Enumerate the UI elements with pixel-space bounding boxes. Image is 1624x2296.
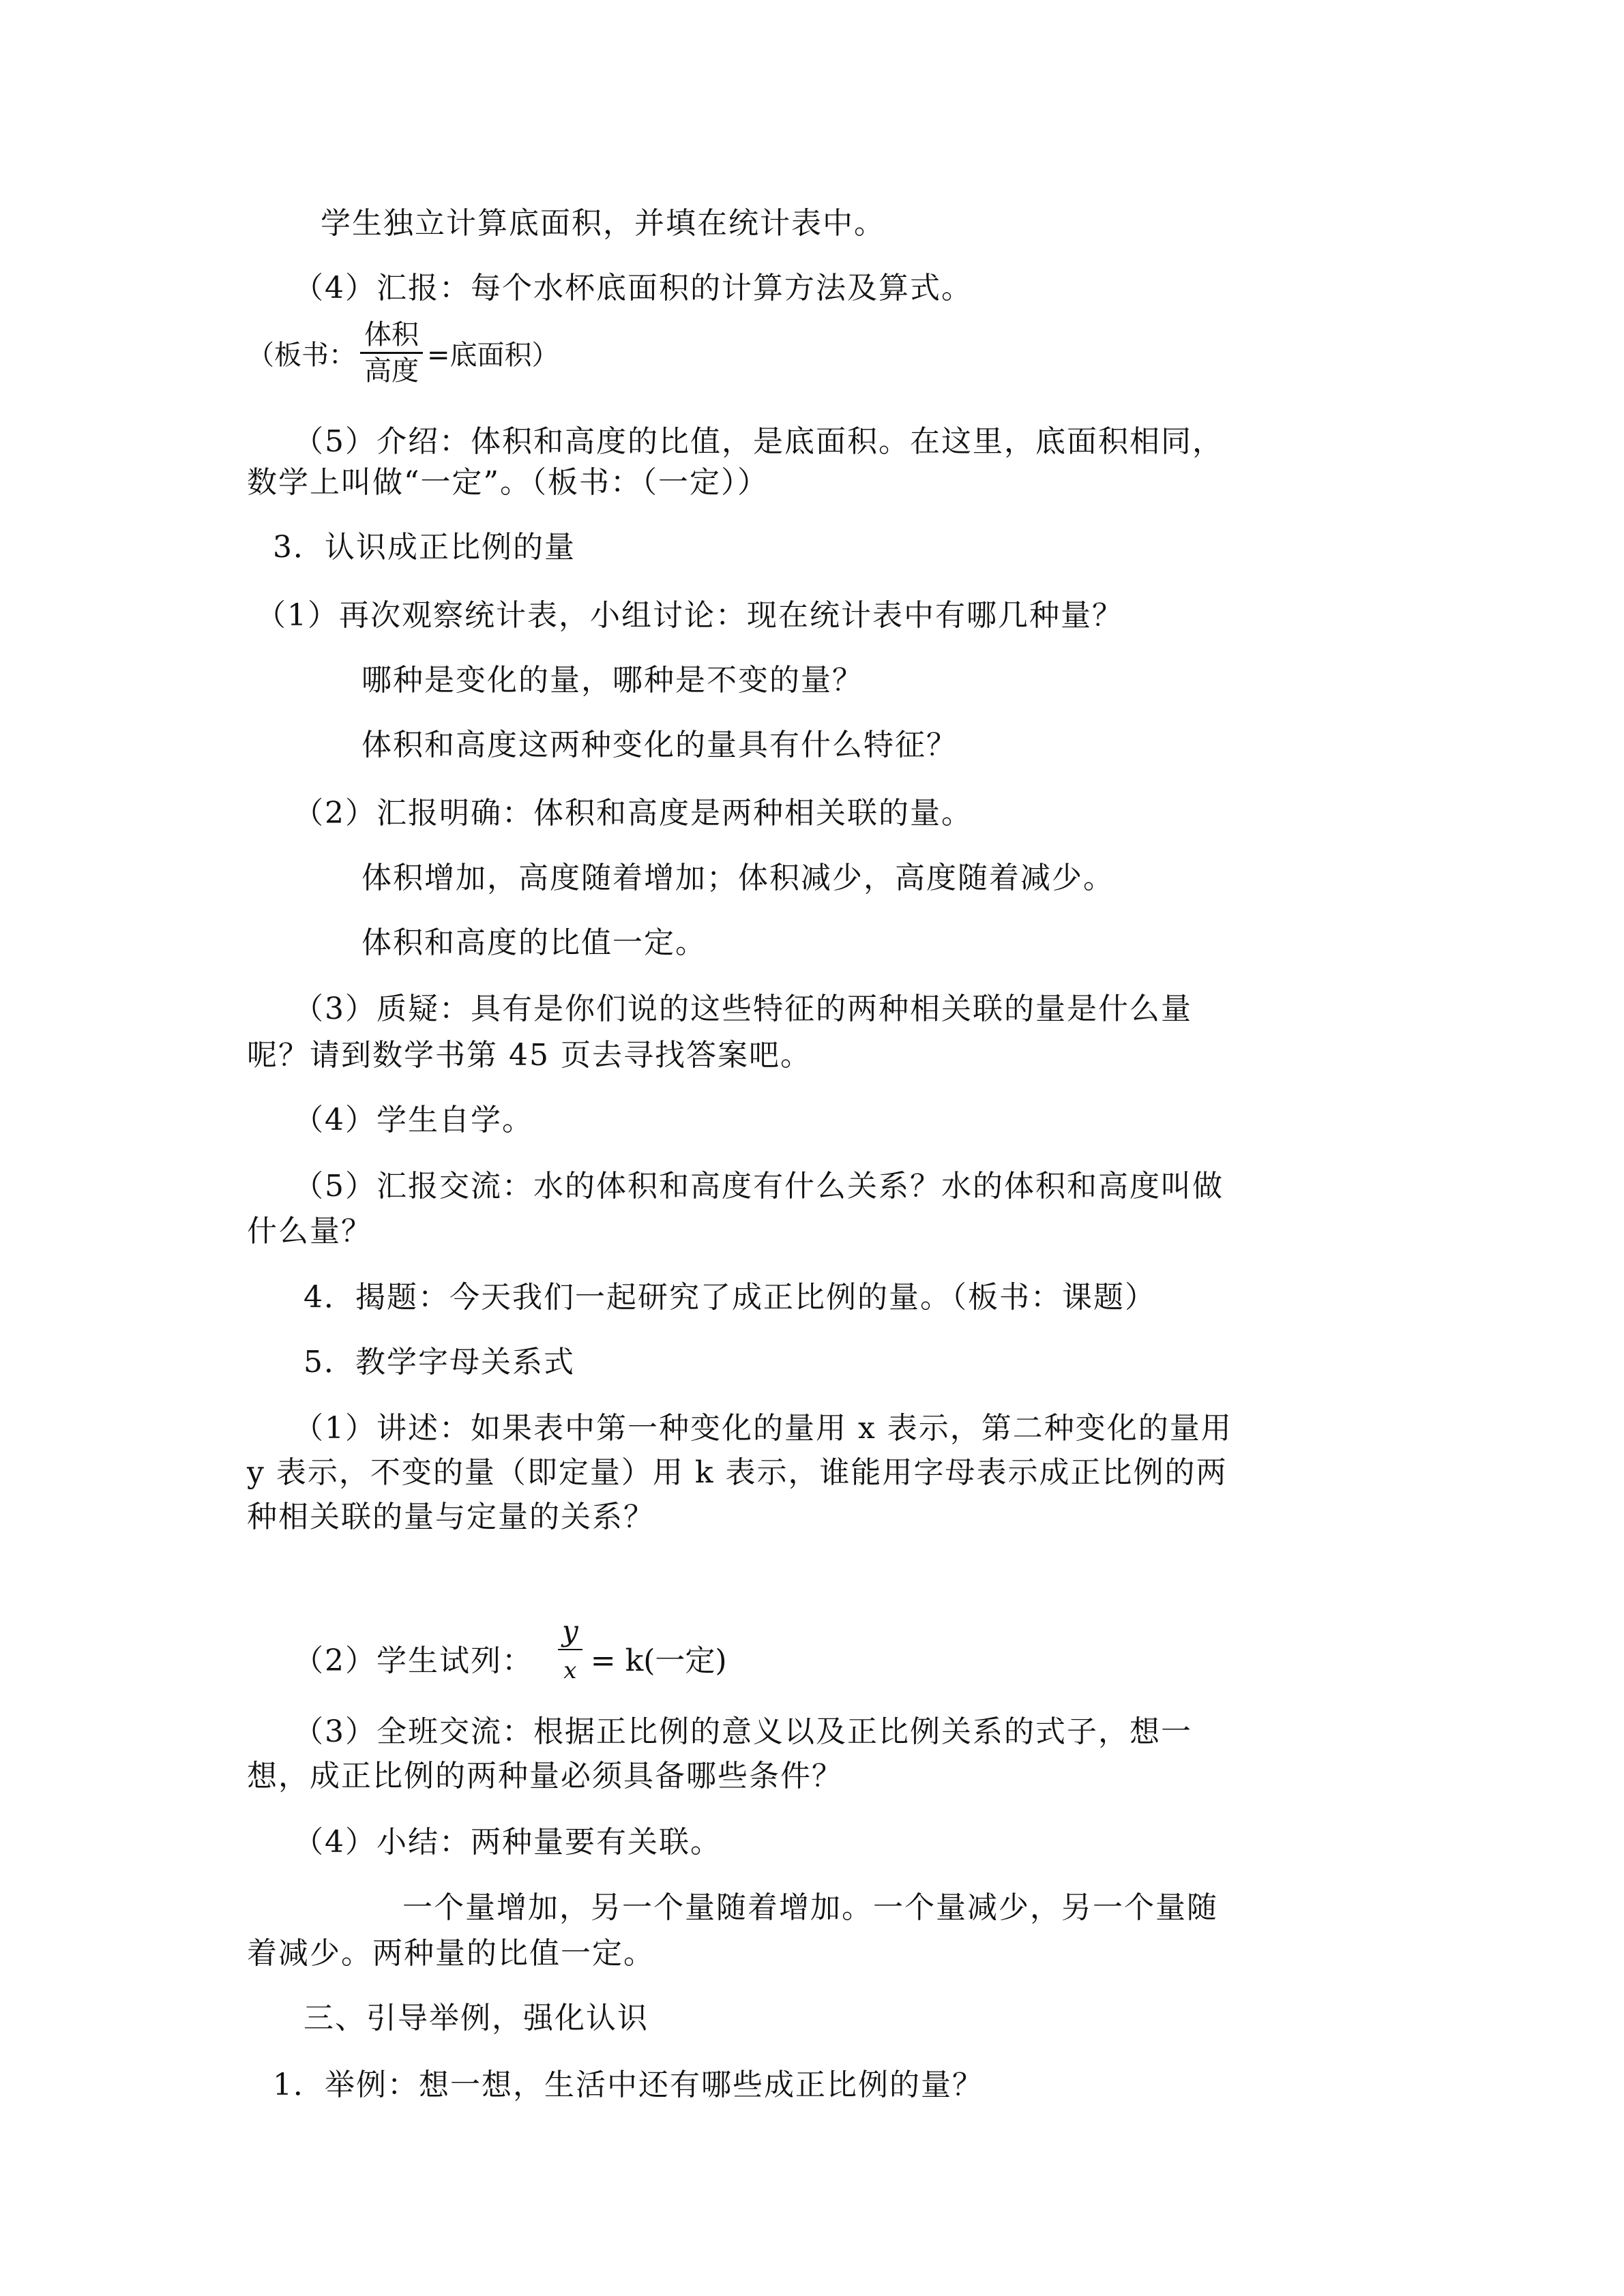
line-27: 三、引导举例，强化认识: [304, 2001, 649, 2036]
line-9: （2）汇报明确：体积和高度是两种相关联的量。: [293, 796, 973, 831]
line-4: 数学上叫做“一定”。（板书：（一定））: [247, 465, 769, 500]
line-23: 想，成正比例的两种量必须具备哪些条件？: [247, 1759, 843, 1793]
board-note: [247, 315, 559, 390]
formula-numerator: y: [558, 1613, 582, 1650]
line-24: （4）小结：两种量要有关联。: [293, 1825, 722, 1860]
formula-rest: = k(一定): [590, 1643, 727, 1678]
line-25: 一个量增加，另一个量随着增加。一个量减少，另一个量随: [402, 1890, 1218, 1925]
line-28: 1．举例：想一想，生活中还有哪些成正比例的量？: [273, 2068, 984, 2102]
line-15: （5）汇报交流：水的体积和高度有什么关系？水的体积和高度叫做: [293, 1169, 1224, 1204]
line-10: 体积增加，高度随着增加；体积减少，高度随着减少。: [361, 861, 1114, 895]
line-8: 体积和高度这两种变化的量具有什么特征？: [361, 728, 958, 762]
formula-denominator: x: [563, 1657, 577, 1684]
formula-fraction: [558, 1613, 582, 1691]
line-16: 什么量？: [247, 1214, 372, 1249]
line-22: （3）全班交流：根据正比例的意义以及正比例关系的式子，想一: [293, 1714, 1192, 1749]
board-fraction: [360, 319, 423, 387]
board-prefix: （板书：: [247, 339, 356, 371]
line-2: （4）汇报：每个水杯底面积的计算方法及算式。: [293, 271, 973, 305]
trial-formula: [247, 1582, 727, 1691]
line-17: 4．揭题：今天我们一起研究了成正比例的量。（板书：课题）: [304, 1280, 1156, 1315]
line-12: （3）质疑：具有是你们说的这些特征的两种相关联的量是什么量: [293, 992, 1192, 1026]
line-19: （1）讲述：如果表中第一种变化的量用 x 表示，第二种变化的量用: [293, 1411, 1232, 1446]
line-20: y 表示，不变的量（即定量）用 k 表示，谁能用字母表示成正比例的两: [247, 1455, 1228, 1490]
line-1: 学生独立计算底面积，并填在统计表中。: [321, 206, 885, 241]
line-7: 哪种是变化的量，哪种是不变的量？: [361, 663, 863, 698]
line-5: 3．认识成正比例的量: [273, 530, 576, 565]
line-14: （4）学生自学。: [293, 1103, 533, 1137]
line-3: （5）介绍：体积和高度的比值，是底面积。在这里，底面积相同，: [293, 424, 1224, 459]
board-numerator: 体积: [360, 319, 423, 354]
line-21: 种相关联的量与定量的关系？: [247, 1500, 655, 1534]
line-13: 呢？请到数学书第 45 页去寻找答案吧。: [247, 1038, 812, 1073]
board-denominator: 高度: [364, 355, 419, 387]
line-11: 体积和高度的比值一定。: [361, 925, 707, 960]
line-26: 着减少。两种量的比值一定。: [247, 1936, 655, 1971]
line-6: （1）再次观察统计表，小组讨论：现在统计表中有哪几种量？: [256, 598, 1123, 633]
formula-label: （2）学生试列：: [293, 1643, 533, 1678]
line-18: 5．教学字母关系式: [304, 1345, 575, 1380]
board-suffix: =底面积）: [427, 339, 559, 371]
